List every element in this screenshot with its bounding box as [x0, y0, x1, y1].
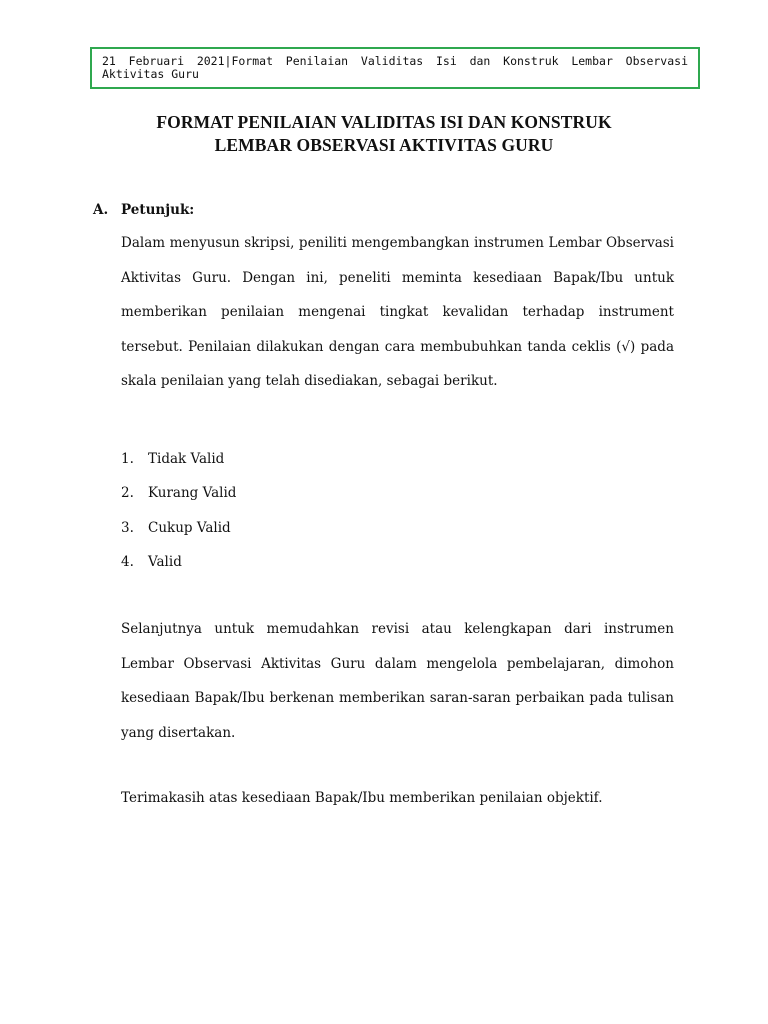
document-title-line-2: LEMBAR OBSERVASI AKTIVITAS GURU: [214, 135, 554, 155]
closing-sentence: Terimakasih atas kesediaan Bapak/Ibu memberikan penilaian objektif.: [121, 790, 603, 806]
section-heading: [93, 202, 194, 218]
list-item-number: 4.: [121, 553, 134, 570]
list-item-number: 1.: [121, 451, 134, 467]
document-header-box: [90, 47, 700, 89]
list-item-label: Cukup Valid: [148, 519, 231, 536]
list-item: [121, 545, 236, 579]
list-item-label: Valid: [148, 553, 182, 570]
list-item-label: Kurang Valid: [148, 485, 237, 502]
section-letter: A.: [93, 202, 109, 218]
document-header-text: 21 Februari 2021|Format Penilaian Validitas Isi dan Konstruk Lembar Observasi Aktivitas Guru: [102, 54, 688, 81]
list-item-number: 3.: [121, 519, 134, 536]
rating-scale-list: [121, 442, 236, 579]
list-item: [121, 476, 236, 510]
list-item: [121, 442, 236, 476]
document-title-line-1: FORMAT PENILAIAN VALIDITAS ISI DAN KONSTRUK: [156, 112, 612, 132]
instruction-paragraph: Dalam menyusun skripsi, peniliti mengembangkan instrumen Lembar Observasi Aktivitas Guru. Dengan ini, peneliti meminta kesediaan Bapak/Ibu untuk memberikan penilaian mengenai tingkat kevalidan terhadap instrument tersebut. Penilaian dilakukan dengan cara membubuhkan tanda ceklis (√) pada skala penilaian yang telah disediakan, sebagai berikut.: [121, 235, 674, 389]
list-item: [121, 511, 236, 545]
followup-paragraph: Selanjutnya untuk memudahkan revisi atau kelengkapan dari instrumen Lembar Observasi Aktivitas Guru dalam mengelola pembelajaran, dimohon kesediaan Bapak/Ibu berkenan memberikan saran-saran perbaikan pada tulisan yang disertakan.: [121, 621, 674, 741]
section-heading-text: Petunjuk:: [121, 202, 195, 218]
list-item-number: 2.: [121, 485, 134, 502]
list-item-label: Tidak Valid: [148, 451, 225, 467]
